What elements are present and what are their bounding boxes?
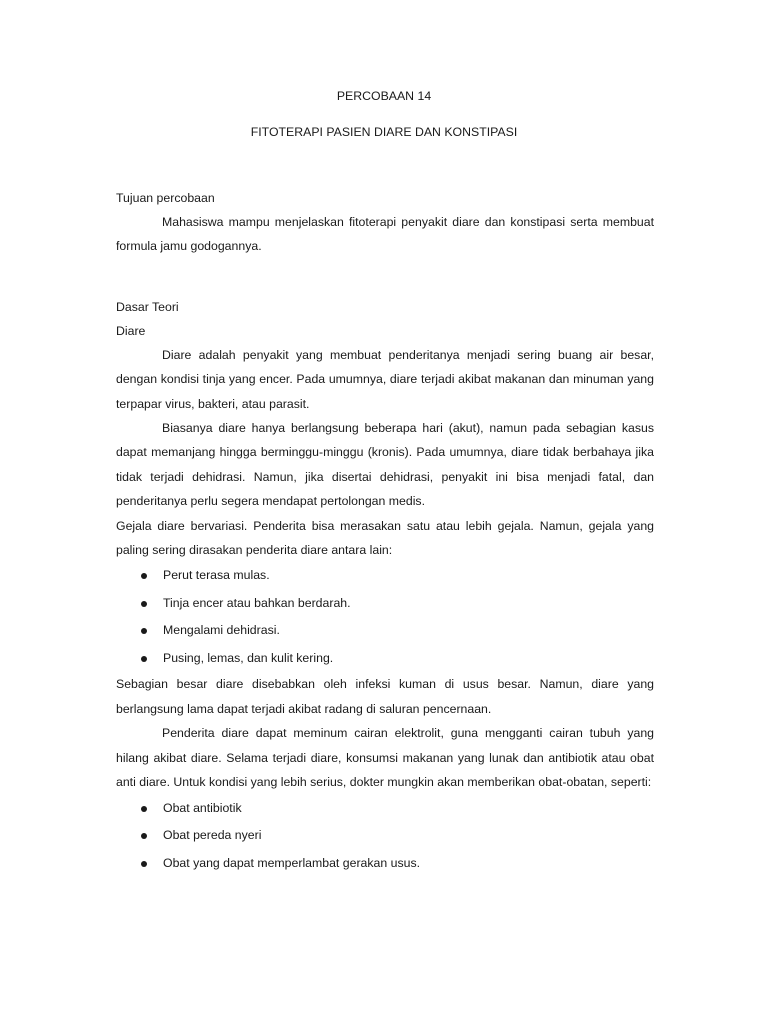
list-item-text: Obat pereda nyeri — [163, 828, 262, 842]
list-item — [116, 617, 654, 645]
list-item-text: Obat antibiotik — [163, 800, 242, 815]
list-item — [116, 795, 654, 823]
symptom-list — [116, 562, 654, 672]
tujuan-text: Mahasiswa mampu menjelaskan fitoterapi penyakit diare dan konstipasi serta membuat formula jamu godogannya. — [116, 215, 654, 254]
bullet-icon — [141, 656, 147, 662]
list-item-text: Obat yang dapat memperlambat gerakan usus. — [163, 855, 421, 870]
section-gap — [116, 259, 654, 295]
bullet-icon — [141, 573, 147, 579]
tujuan-heading: Tujuan percobaan — [116, 191, 215, 205]
list-item-text: Pusing, lemas, dan kulit kering. — [163, 650, 334, 665]
dasar-teori-heading: Dasar Teori — [116, 299, 179, 314]
experiment-number: PERCOBAAN 14 — [336, 89, 432, 103]
paragraph-5: Penderita diare dapat meminum cairan elektrolit, guna mengganti cairan tubuh yang hilang akibat diare. Selama terjadi diare, konsumsi makanan yang lunak dan antibiotik atau obat anti diare. Untuk kondisi yang lebih serius, dokter mungkin akan memberikan obat-obatan, seperti: — [116, 726, 654, 790]
bullet-icon — [141, 833, 147, 839]
document-body — [116, 186, 654, 877]
paragraph-2: Biasanya diare hanya berlangsung beberapa hari (akut), namun pada sebagian kasus dapat memanjang hingga berminggu-minggu (kronis). Pada umumnya, diare tidak berbahaya jika tidak terjadi dehidrasi. Namun, jika disertai dehidrasi, penyakit ini bisa menjadi fatal, dan penderitanya perlu segera mendapat pertolongan medis. — [116, 421, 654, 509]
paragraph-1: Diare adalah penyakit yang membuat penderitanya menjadi sering buang air besar, dengan kondisi tinja yang encer. Pada umumnya, diare terjadi akibat makanan dan minuman yang terpapar virus, bakteri, atau parasit. — [116, 347, 654, 411]
list-item-text: Perut terasa mulas. — [163, 568, 270, 583]
bullet-icon — [141, 861, 147, 867]
list-item-text: Tinja encer atau bahkan berdarah. — [163, 595, 351, 610]
list-item-text: Mengalami dehidrasi. — [163, 623, 280, 638]
list-item — [116, 850, 654, 878]
document-title: FITOTERAPI PASIEN DIARE DAN KONSTIPASI — [250, 125, 518, 139]
paragraph-4: Sebagian besar diare disebabkan oleh infeksi kuman di usus besar. Namun, diare yang berlangsung lama dapat terjadi akibat radang di saluran pencernaan. — [116, 677, 654, 716]
medicine-list — [116, 795, 654, 878]
bullet-icon — [141, 601, 147, 607]
list-item — [116, 822, 654, 850]
bullet-icon — [141, 806, 147, 812]
list-item — [116, 562, 654, 590]
paragraph-3: Gejala diare bervariasi. Penderita bisa merasakan satu atau lebih gejala. Namun, gejala yang paling sering dirasakan penderita diare antara lain: — [116, 518, 654, 558]
list-item — [116, 590, 654, 618]
bullet-icon — [141, 628, 147, 634]
diare-subheading: Diare — [116, 323, 146, 338]
list-item — [116, 645, 654, 673]
